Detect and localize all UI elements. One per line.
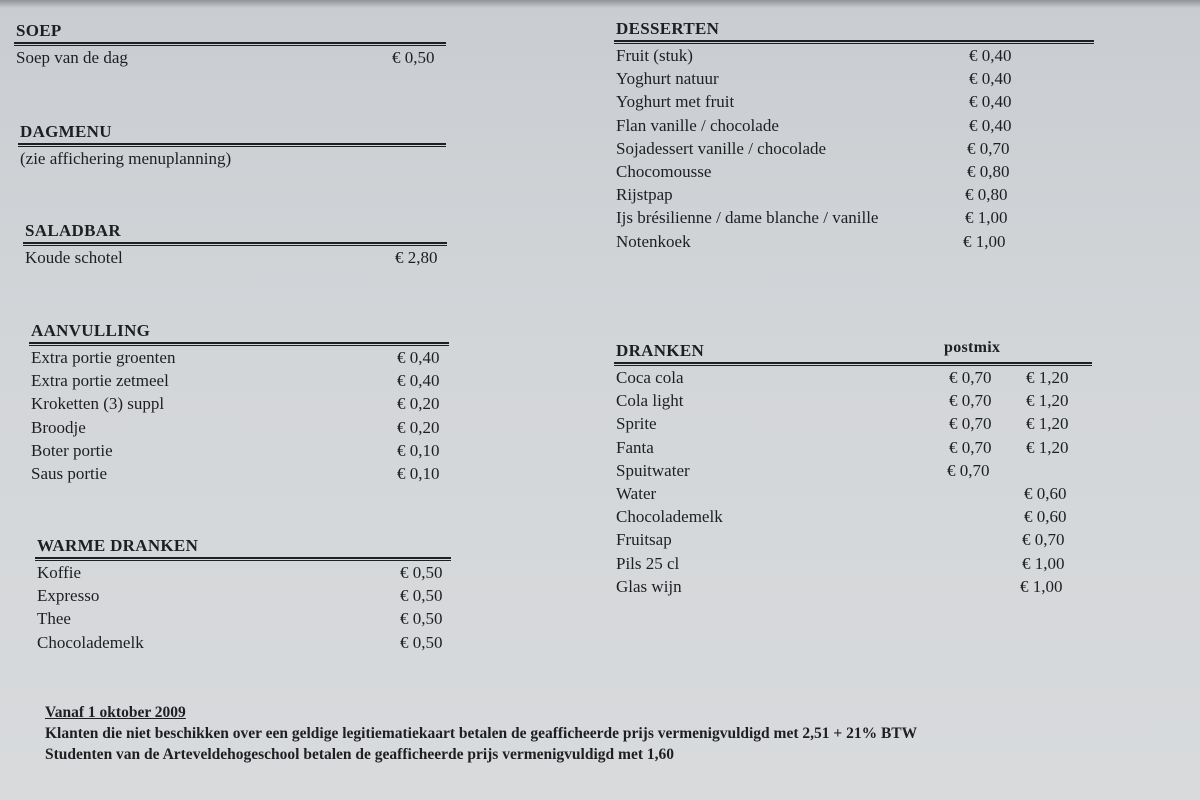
item-name: Yoghurt natuur <box>616 69 719 89</box>
item-name: Spuitwater <box>616 460 690 480</box>
menu-item <box>35 561 451 584</box>
menu-item <box>614 528 1092 551</box>
section-dagmenu <box>18 121 446 170</box>
item-price: € 0,40 <box>397 348 440 367</box>
menu-item <box>614 114 1094 137</box>
menu-item <box>614 436 1092 459</box>
item-price: € 0,10 <box>397 463 440 483</box>
menu-item <box>29 392 449 415</box>
item-name: Cola light <box>616 391 684 411</box>
menu-item <box>614 575 1092 598</box>
item-name: Kroketten (3) suppl <box>31 394 165 414</box>
menu-item <box>14 46 446 69</box>
item-name: Glas wijn <box>616 576 682 596</box>
item-name: Notenkoek <box>616 231 691 251</box>
note-text: (zie affichering menuplanning) <box>20 149 232 168</box>
menu-item <box>614 505 1092 528</box>
item-name: Extra portie groenten <box>31 348 176 367</box>
item-price: € 0,70 <box>967 138 1010 158</box>
item-name: Coca cola <box>616 368 684 387</box>
postmix-column-header: postmix <box>944 339 1001 356</box>
footnote-line: Studenten van de Arteveldehogeschool betalen de geafficheerde prijs vermenigvuldigd met 1,60 <box>45 746 674 763</box>
item-name: Thee <box>37 609 71 629</box>
item-price: € 1,20 <box>1026 414 1069 434</box>
item-name: Boter portie <box>31 440 113 460</box>
menu-item <box>614 44 1094 67</box>
item-price: € 0,40 <box>397 371 440 391</box>
item-name: Koude schotel <box>25 248 123 267</box>
item-price: € 0,40 <box>969 92 1012 112</box>
item-name: Extra portie zetmeel <box>31 371 169 391</box>
menu-item <box>614 366 1092 389</box>
item-name: Soep van de dag <box>16 48 128 67</box>
item-name: Water <box>616 483 657 503</box>
section-title <box>614 340 1092 362</box>
item-price: € 1,00 <box>1020 576 1063 596</box>
item-price: € 1,00 <box>963 231 1006 251</box>
item-price: € 0,50 <box>400 609 443 629</box>
menu-item <box>29 416 449 439</box>
pricing-footnote <box>45 702 917 765</box>
section-desserten <box>614 18 1094 253</box>
menu-item <box>29 439 449 462</box>
section-title: SOEP <box>16 21 62 40</box>
menu-item <box>614 160 1094 183</box>
menu-item <box>29 346 449 369</box>
item-name: Chocolademelk <box>37 632 144 652</box>
item-postmix-price: € 0,70 <box>949 391 992 411</box>
item-postmix-price: € 0,70 <box>947 460 990 480</box>
menu-item <box>29 462 449 485</box>
section-saladbar <box>23 220 447 269</box>
item-price: € 0,60 <box>1024 507 1067 527</box>
item-price: € 0,40 <box>969 69 1012 89</box>
item-price: € 0,10 <box>397 440 440 460</box>
item-name: Chocomousse <box>616 161 712 181</box>
footnote-line: Klanten die niet beschikken over een geldige legitiematiekaart betalen de geafficheerde prijs vermenigvuldigd met 2,51 + 21% BTW <box>45 725 918 742</box>
menu-note <box>18 147 446 170</box>
menu-item <box>614 90 1094 113</box>
menu-item <box>614 183 1094 206</box>
item-name: Rijstpap <box>616 185 673 205</box>
item-price: € 0,50 <box>400 632 443 652</box>
section-title-text: DRANKEN <box>616 341 705 360</box>
item-postmix-price: € 0,70 <box>949 414 992 434</box>
item-name: Broodje <box>31 417 86 437</box>
item-price: € 0,40 <box>969 46 1012 65</box>
menu-item <box>23 246 447 269</box>
item-name: Fruitsap <box>616 530 672 550</box>
item-name: Flan vanille / chocolade <box>616 115 779 135</box>
item-name: Ijs brésilienne / dame blanche / vanille <box>616 208 879 228</box>
item-price: € 0,80 <box>967 161 1010 181</box>
menu-item <box>29 369 449 392</box>
menu-item <box>614 230 1094 253</box>
item-price: € 0,20 <box>397 394 440 414</box>
item-price: € 2,80 <box>395 248 438 267</box>
section-aanvulling <box>29 320 449 485</box>
section-dranken <box>614 340 1092 598</box>
item-price: € 0,80 <box>965 185 1008 205</box>
item-price: € 0,40 <box>969 115 1012 135</box>
menu-item <box>614 482 1092 505</box>
footnote-heading: Vanaf 1 oktober 2009 <box>45 704 186 721</box>
menu-item <box>35 607 451 630</box>
item-name: Yoghurt met fruit <box>616 92 735 112</box>
item-name: Sojadessert vanille / chocolade <box>616 138 827 158</box>
menu-item <box>614 67 1094 90</box>
section-title: AANVULLING <box>31 321 151 340</box>
menu-item <box>614 412 1092 435</box>
section-title: DESSERTEN <box>616 19 720 38</box>
section-title: DAGMENU <box>20 122 112 141</box>
item-name: Saus portie <box>31 463 108 483</box>
item-price: € 1,00 <box>1022 553 1065 573</box>
item-name: Expresso <box>37 586 100 606</box>
menu-item <box>35 631 451 654</box>
menu-item <box>614 137 1094 160</box>
item-name: Fruit (stuk) <box>616 46 693 65</box>
item-price: € 0,70 <box>1022 530 1065 550</box>
item-price: € 1,20 <box>1026 368 1069 387</box>
item-price: € 1,20 <box>1026 437 1069 457</box>
item-price: € 0,60 <box>1024 483 1067 503</box>
section-soep <box>14 20 446 69</box>
section-warme-dranken <box>35 535 451 654</box>
menu-item <box>614 552 1092 575</box>
item-price: € 0,50 <box>400 586 443 606</box>
section-title: WARME DRANKEN <box>37 536 199 555</box>
item-price: € 0,50 <box>400 563 443 582</box>
section-title: SALADBAR <box>25 221 121 240</box>
menu-item <box>35 584 451 607</box>
item-name: Koffie <box>37 563 82 582</box>
item-price: € 1,20 <box>1026 391 1069 411</box>
item-postmix-price: € 0,70 <box>949 437 992 457</box>
menu-item <box>614 389 1092 412</box>
menu-item <box>614 459 1092 482</box>
item-name: Chocolademelk <box>616 507 723 527</box>
item-name: Pils 25 cl <box>616 553 680 573</box>
item-postmix-price: € 0,70 <box>949 368 992 387</box>
menu-item <box>614 206 1094 229</box>
item-price: € 0,50 <box>392 48 435 67</box>
photo-edge-shadow <box>0 0 1200 8</box>
item-name: Fanta <box>616 437 654 457</box>
item-name: Sprite <box>616 414 657 434</box>
item-price: € 1,00 <box>965 208 1008 228</box>
item-price: € 0,20 <box>397 417 440 437</box>
